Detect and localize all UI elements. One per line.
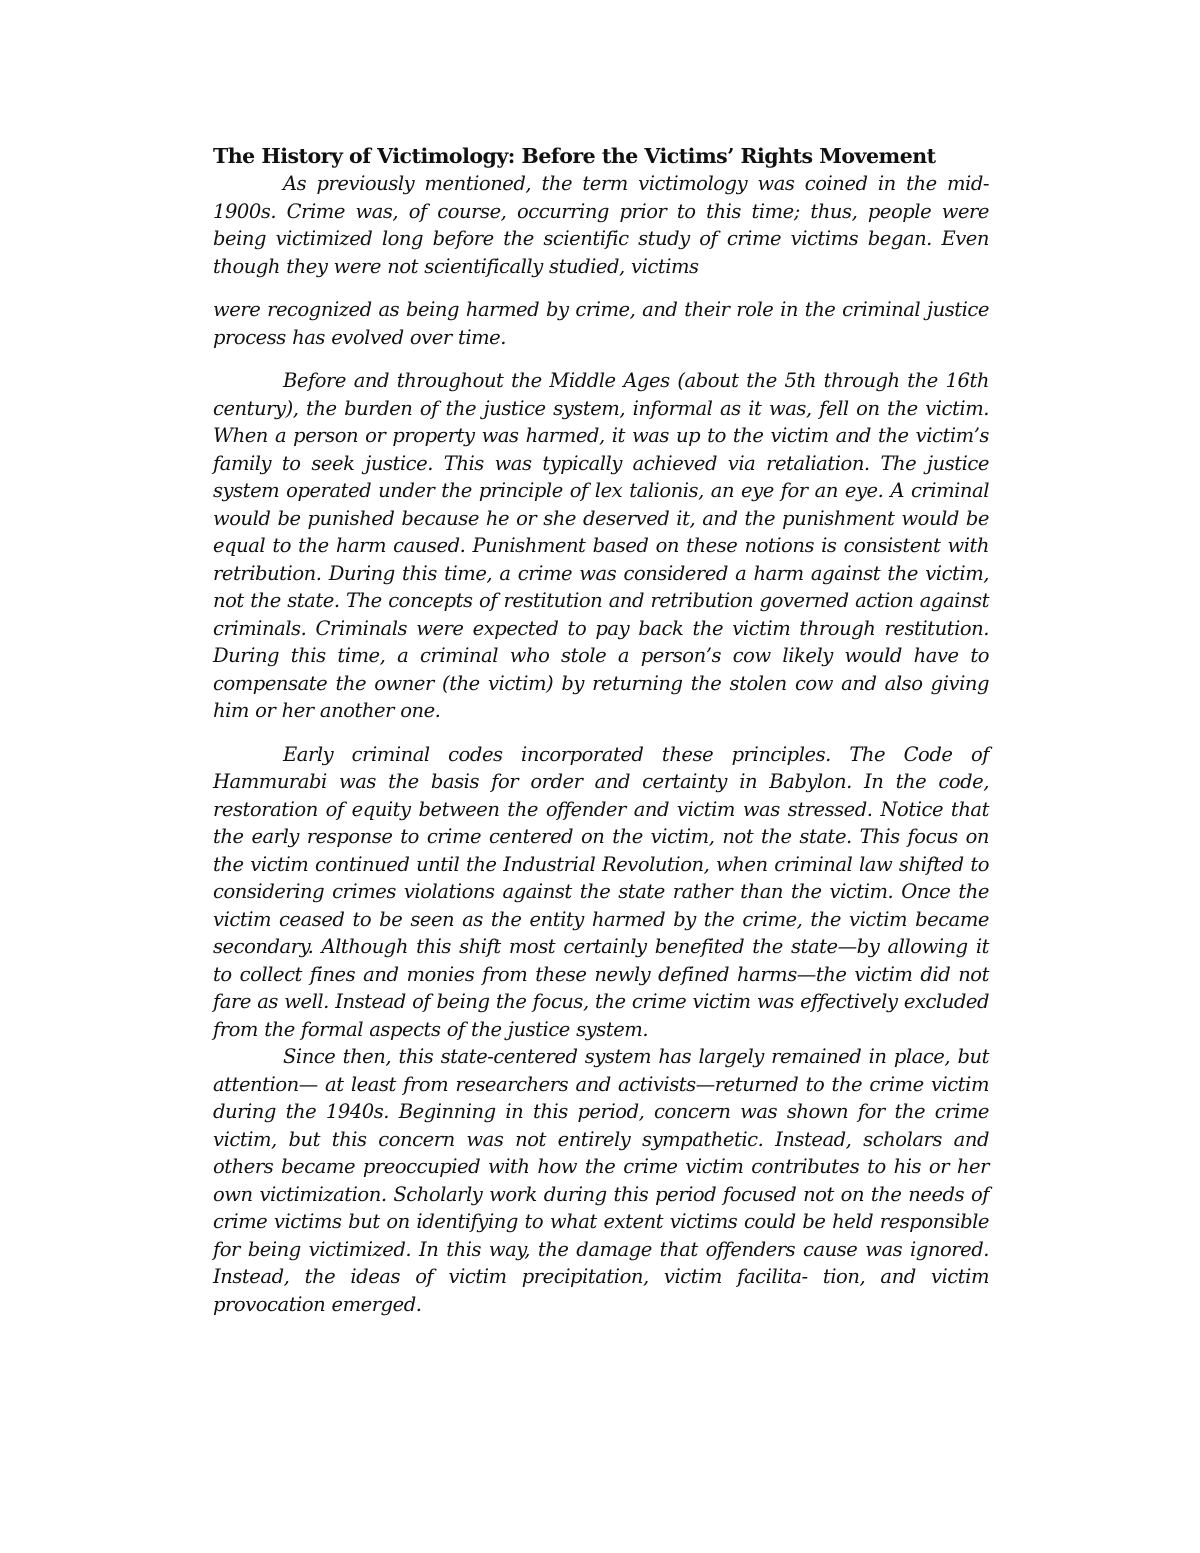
document-page xyxy=(213,142,989,1318)
paragraph-3: Early criminal codes incorporated these principles. The Code of Hammurabi was the basis for order and certainty in Babylon. In the code, restoration of equity between the offender and victim was stressed. Notice that the early response to crime centered on the victim, not the state. This focus on the victim continued until the Industrial Revolution, when criminal law shifted to considering crimes violations against the state rather than the victim. Once the victim ceased to be seen as the entity harmed by the crime, the victim became secondary. Although this shift most certainly benefited the state—by allowing it to collect fines and monies from these newly defined harms—the victim did not fare as well. Instead of being the focus, the crime victim was effectively excluded from the formal aspects of the justice system. xyxy=(213,742,989,1041)
paragraph-2: Before and throughout the Middle Ages (about the 5th through the 16th century), the burden of the justice system, informal as it was, fell on the victim. When a person or property was harmed, it was up to the victim and the victim’s family to seek justice. This was typically achieved via retaliation. The justice system operated under the principle of lex talionis, an eye for an eye. A criminal would be punished because he or she deserved it, and the punishment would be equal to the harm caused. Punishment based on these notions is consistent with retribution. During this time, a crime was considered a harm against the victim, not the state. The concepts of restitution and retribution governed action against criminals. Criminals were expected to pay back the victim through restitution. During this time, a criminal who stole a person’s cow likely would have to compensate the owner (the victim) by returning the stolen cow and also giving him or her another one. xyxy=(213,369,989,722)
paragraph-1-continued: were recognized as being harmed by crime, and their role in the criminal justice process has evolved over time. xyxy=(213,298,989,349)
paragraph-4: Since then, this state-centered system has largely remained in place, but attention— at least from researchers and activists—returned to the crime victim during the 1940s. Beginning in this period, concern was shown for the crime victim, but this concern was not entirely sympathetic. Instead, scholars and others became preoccupied with how the crime victim contributes to his or her own victimization. Scholarly work during this period focused not on the needs of crime victims but on identifying to what extent victims could be held responsible for being victimized. In this way, the damage that offenders cause was ignored. Instead, the ideas of victim precipitation, victim facilita- tion, and victim provocation emerged. xyxy=(213,1045,989,1316)
paragraph-1: As previously mentioned, the term victimology was coined in the mid-1900s. Crime was, of course, occurring prior to this time; thus, people were being victimized long before the scientific study of crime victims began. Even though they were not scientifically studied, victims xyxy=(213,172,989,278)
document-title: The History of Victimology: Before the Victims’ Rights Movement xyxy=(213,144,936,168)
